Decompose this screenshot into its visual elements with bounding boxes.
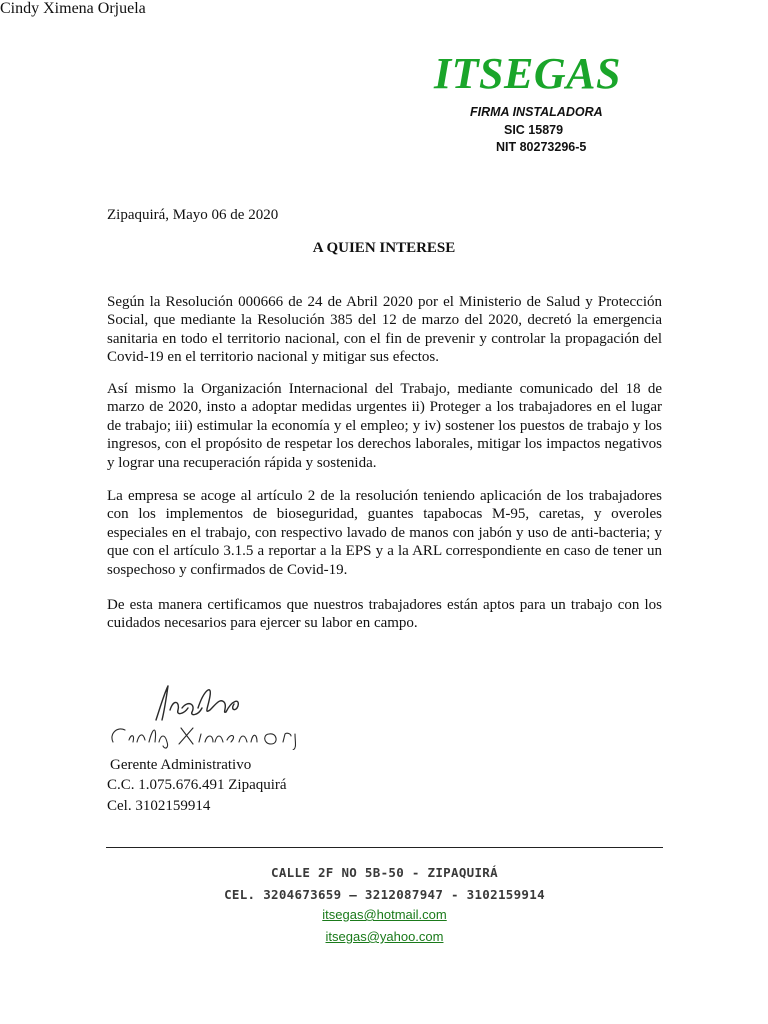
letter-date: Zipaquirá, Mayo 06 de 2020 bbox=[107, 207, 279, 223]
company-sic: SIC 15879 bbox=[504, 123, 564, 137]
company-subtitle: FIRMA INSTALADORA bbox=[470, 105, 603, 119]
footer-address: CALLE 2F NO 5B-50 - ZIPAQUIRÁ bbox=[271, 865, 498, 880]
company-logo-text: ITSEGAS bbox=[434, 49, 621, 98]
paragraph-2: Así mismo la Organización Internacional del Trabajo, mediante comunicado del 18 de marzo de 2020, insto a adoptar medidas urgentes ii) Proteger a los trabajadores en el lugar de trabajo; iii) estimular la economía y el empleo; y iv) sostener los puestos de trabajo y los ingresos, con el propósito de respetar los derechos laborales, mitigar los impactos negativos y lograr una recuperación rápida y sostenida. bbox=[107, 381, 662, 471]
email-link-hotmail[interactable]: itsegas@hotmail.com bbox=[322, 907, 447, 922]
signer-phone: Cel. 3102159914 bbox=[107, 798, 211, 814]
letter-title: A QUIEN INTERESE bbox=[312, 240, 456, 256]
footer-phones: CEL. 3204673659 – 3212087947 - 3102159914 bbox=[224, 887, 545, 902]
company-nit: NIT 80273296-5 bbox=[496, 140, 587, 154]
paragraph-4: De esta manera certificamos que nuestros trabajadores están aptos para un trabajo con los cuidados necesarios para ejercer su labor en campo. bbox=[107, 597, 662, 632]
signature-handwritten-name bbox=[107, 720, 307, 750]
signer-id: C.C. 1.075.676.491 Zipaquirá bbox=[107, 777, 287, 793]
email-link-yahoo[interactable]: itsegas@yahoo.com bbox=[325, 929, 444, 944]
signature-scribble bbox=[148, 680, 248, 722]
paragraph-3: La empresa se acoge al artículo 2 de la resolución teniendo aplicación de los trabajadores con los implementos de bioseguridad, guantes tapabocas M-95, caretas, y overoles especiales en el trabajo, con respectivo lavado de manos con jabón y uso de anti-bacteria; y que con el artículo 3.1.5 a reportar a la EPS y a la ARL correspondiente en caso de tener un sospechoso y confirmados de Covid-19. bbox=[107, 488, 662, 578]
footer-divider bbox=[106, 847, 663, 848]
signer-role: Gerente Administrativo bbox=[110, 757, 252, 773]
letter-page: ITSEGAS FIRMA INSTALADORA SIC 15879 NIT 80273296-5 Zipaquirá, Mayo 06 de 2020 A QUIEN INTERESE Según la Resolución 000666 de 24 de Abril 2020 por el Ministerio de Salud y Protección Social, que mediante la Resolución 385 del 12 de marzo del 2020, decretó la emergencia sanitaria en todo el territorio nacional, con el fin de prevenir y controlar la propagación del Covid-19 en el territorio nacional y mitigar sus efectos. Así mismo la Organización Internacional del Trabajo, mediante comunicado del 18 de marzo de 2020, insto a adoptar medidas urgentes ii) Proteger a los trabajadores en el lugar de trabajo; iii) estimular la economía y el empleo; y iv) sostener los puestos de trabajo y los ingresos, con el propósito de respetar los derechos laborales, mitigar los impactos negativos y lograr una recuperación rápida y sostenida. La empresa se acoge al artículo 2 de la resolución teniendo aplicación de los trabajadores con los implementos de bioseguridad, guantes tapabocas M-95, caretas, y overoles especiales en el trabajo, con respectivo lavado de manos con jabón y uso de anti-bacteria; y que con el artículo 3.1.5 a reportar a la EPS y a la ARL correspondiente en caso de tener un sospechoso y confirmados de Covid-19. De esta manera certificamos que nuestros trabajadores están aptos para un trabajo con los cuidados necesarios para ejercer su labor en campo. Cindy Ximena Orjuela Gerente Administrativo C.C. 1.075.676.491 Zipaquirá Cel. 3102159914 CALLE 2F NO 5B-50 - ZIPAQUIRÁ CEL. 3204673659 – 3212087947 - 3102159914 itsegas@hotmail.com itsegas@yahoo.com bbox=[0, 0, 662, 944]
paragraph-1: Según la Resolución 000666 de 24 de Abril 2020 por el Ministerio de Salud y Protección Social, que mediante la Resolución 385 del 12 de marzo del 2020, decretó la emergencia sanitaria en todo el territorio nacional, con el fin de prevenir y controlar la propagación del Covid-19 en el territorio nacional y mitigar sus efectos. bbox=[107, 294, 662, 366]
